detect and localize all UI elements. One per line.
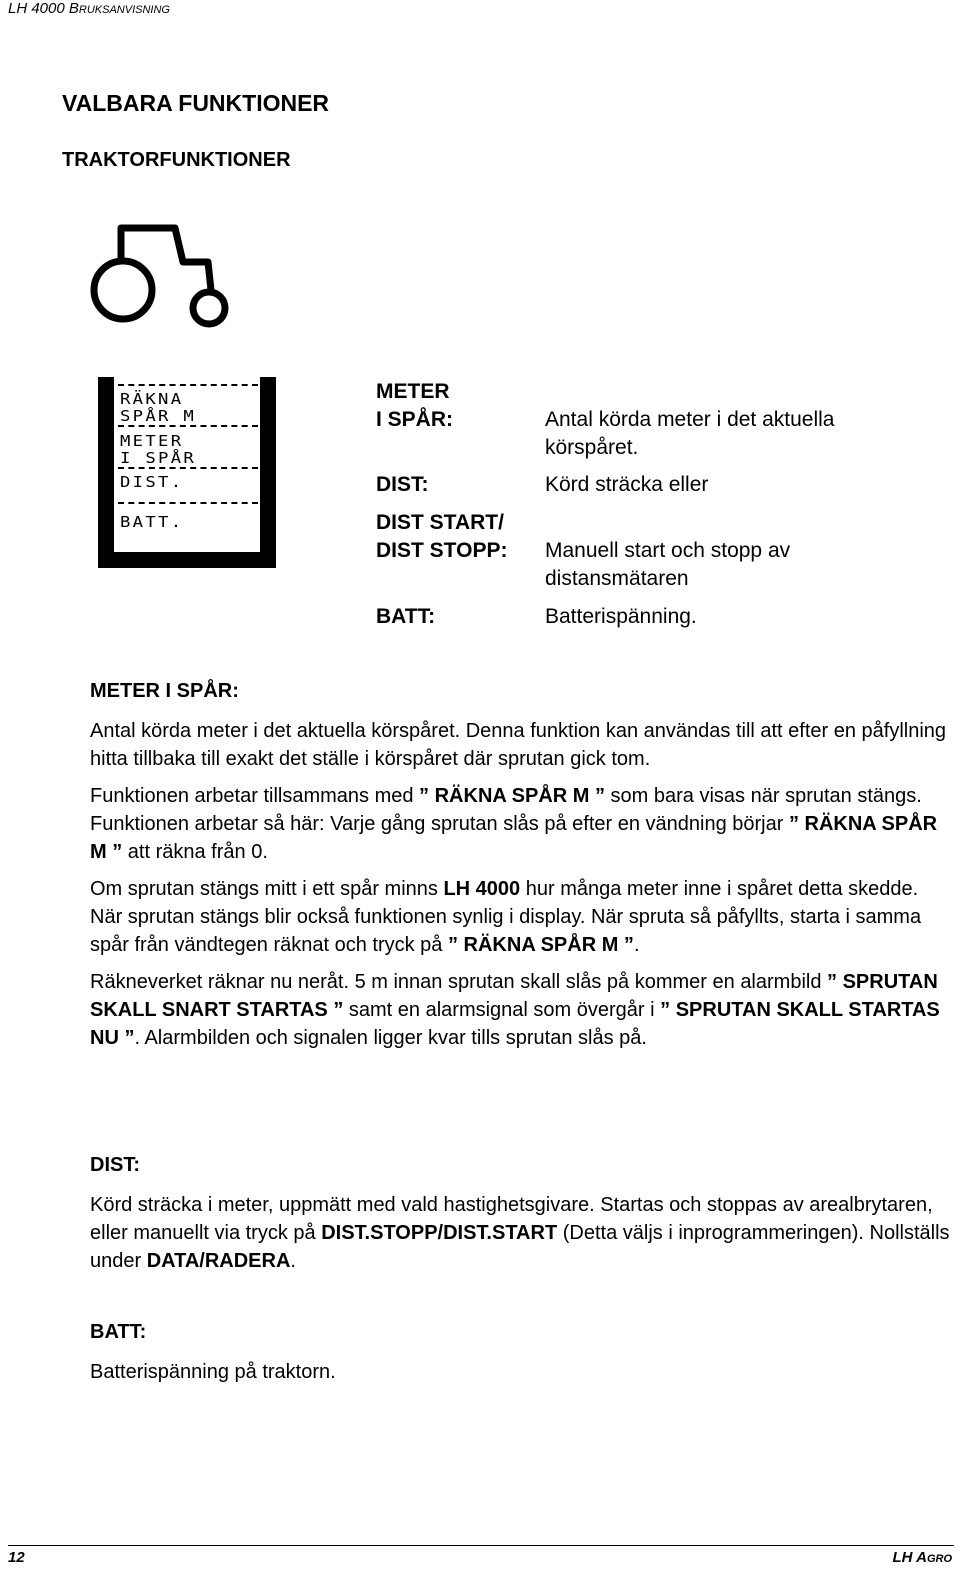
paragraph: Om sprutan stängs mitt i ett spår minns LH 4000 hur många meter inne i spåret detta skedde. När sprutan stängs blir också funktionen synlig i display. När spruta så påfyllts, starta i samma spår från vändtegen räknat och tryck på ” RÄKNA SPÅR M ”. [90,878,922,956]
lcd-line: RÄKNA [120,390,184,408]
lcd-display [98,377,276,568]
batt-section-title: BATT: [90,1321,147,1343]
section-title: TRAKTORFUNKTIONER [62,149,291,171]
meter-section [90,677,950,1061]
meter-section-title: METER I SPÅR: [90,680,239,702]
legend-label: METER I SPÅR: [376,380,454,431]
legend-label: BATT: [376,605,436,628]
lcd-line: BATT. [120,513,184,531]
legend-desc: Batterispänning. [545,605,697,628]
legend-desc: Körd sträcka eller [545,473,709,496]
dist-section [90,1151,950,1284]
legend-desc: Antal körda meter i det aktuella körspåret. [545,408,835,459]
paragraph: Antal körda meter i det aktuella körspåret. Denna funktion kan användas till att efter en påfyllning hitta tillbaka till exakt det ställe i körspåret där sprutan gick tom. [90,720,947,770]
tractor-icon [88,222,234,332]
legend-desc: Manuell start och stopp av distansmätaren [545,539,791,590]
paragraph: Funktionen arbetar tillsammans med ” RÄKNA SPÅR M ” som bara visas när sprutan stängs. Funktionen arbetar så här: Varje gång sprutan slås på efter en vändning börjar ” RÄKNA SPÅR M ” att räkna från 0. [90,785,938,863]
footer-brand: LH AGRO [892,1549,952,1566]
page-title: VALBARA FUNKTIONER [62,90,330,116]
lcd-line: METER [120,432,184,450]
dist-section-title: DIST: [90,1154,140,1176]
lcd-line: SPÅR M [120,407,197,425]
batt-section [90,1318,950,1395]
lcd-screen [114,377,260,552]
paragraph: Räkneverket räknar nu neråt. 5 m innan sprutan skall slås på kommer en alarmbild ” SPRUTAN SKALL SNART STARTAS ” samt en alarmsignal som övergår i ” SPRUTAN SKALL STARTAS NU ”. Alarmbilden och signalen ligger kvar tills sprutan slås på. [90,971,940,1049]
lcd-line: DIST. [120,473,184,491]
running-header: LH 4000 BRUKSANVISNING [8,0,170,17]
legend-label: DIST: [376,473,429,496]
legend-label: DIST START/ DIST STOPP: [376,511,508,562]
paragraph: Körd sträcka i meter, uppmätt med vald hastighetsgivare. Startas och stoppas av arealbrytaren, eller manuellt via tryck på DIST.STOPP/DIST.START (Detta väljs i inprogrammeringen). Nollställs under DATA/RADERA. [90,1194,950,1272]
lcd-line: I SPÅR [120,449,197,467]
footer-rule [8,1545,954,1546]
page-number: 12 [8,1549,25,1566]
paragraph: Batterispänning på traktorn. [90,1361,336,1383]
